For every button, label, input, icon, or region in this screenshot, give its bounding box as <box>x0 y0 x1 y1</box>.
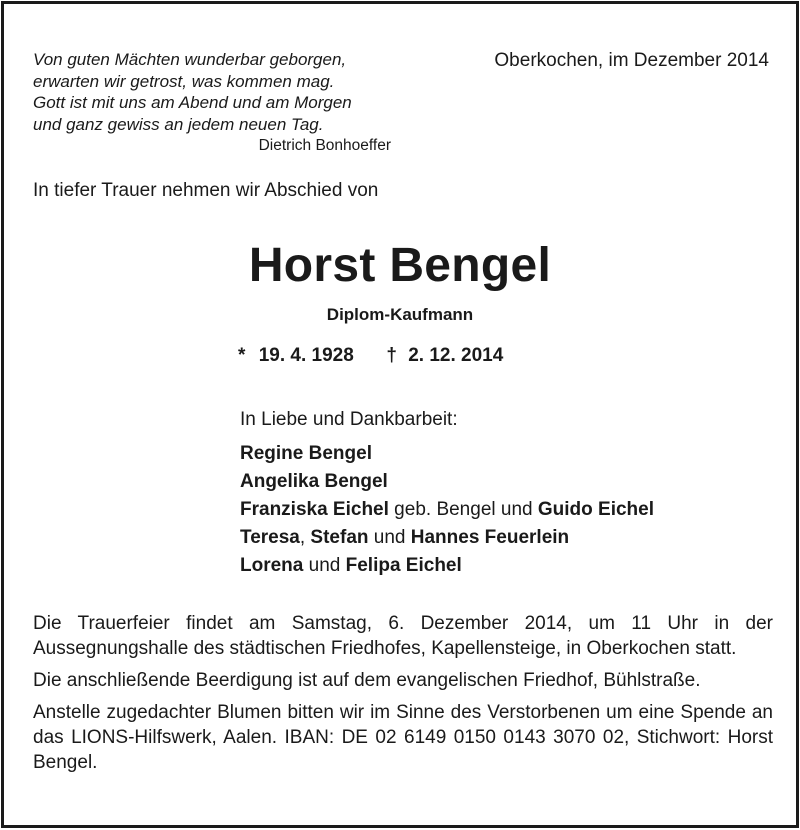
mourner-name: Stefan <box>310 527 369 548</box>
donation-notice: Anstelle zugedachter Blumen bitten wir im Sinne des Verstorbenen um eine Spende an das LIONS-Hilfswerk, Aalen. IBAN: DE 02 6149 0150 0143 3070 02, Stichwort: Horst Bengel. <box>33 702 773 773</box>
mourner-name: Lorena <box>240 555 304 576</box>
burial-notice: Die anschließende Beerdigung ist auf dem evangelischen Friedhof, Bühlstraße. <box>33 670 701 691</box>
mourner-row <box>240 496 654 524</box>
funeral-notices <box>33 611 773 782</box>
deceased-name: Horst Bengel <box>248 239 552 292</box>
birth-date: 19. 4. 1928 <box>258 345 354 366</box>
mourner-row <box>240 552 654 580</box>
mourner-connector: und <box>303 555 346 576</box>
mourner-name: Franziska Eichel <box>240 499 389 520</box>
mourner-row <box>240 440 654 468</box>
birth-symbol: * <box>238 345 246 366</box>
intro-text: In tiefer Trauer nehmen wir Abschied von <box>33 180 379 201</box>
life-dates <box>238 345 503 367</box>
poem-line: erwarten wir getrost, was kommen mag. <box>33 71 335 91</box>
mourner-connector: , <box>299 527 311 548</box>
mourner-row <box>240 468 654 496</box>
poem-quote <box>33 49 393 157</box>
mourners-intro: In Liebe und Dankbarbeit: <box>240 409 458 430</box>
death-date: 2. 12. 2014 <box>408 345 504 366</box>
mourner-connector: geb. Bengel und <box>388 499 538 520</box>
mourner-name: Hannes Feuerlein <box>410 527 570 548</box>
deceased-profession: Diplom-Kaufmann <box>326 305 474 324</box>
poem-author: Dietrich Bonhoeffer <box>258 137 391 154</box>
obituary-notice <box>1 1 799 828</box>
place-date: Oberkochen, im Dezember 2014 <box>494 50 769 71</box>
poem-line: und ganz gewiss an jedem neuen Tag. <box>33 114 324 134</box>
funeral-service-notice: Die Trauerfeier findet am Samstag, 6. Dezember 2014, um 11 Uhr in der Aussegnungshalle des städtischen Friedhofes, Kapellensteige, in Oberkochen statt. <box>33 613 773 659</box>
mourner-connector: und <box>368 527 411 548</box>
mourner-name: Regine Bengel <box>240 443 372 464</box>
poem-line: Von guten Mächten wunderbar geborgen, <box>33 50 347 69</box>
mourners-list <box>240 440 654 580</box>
mourner-name: Guido Eichel <box>537 499 654 520</box>
mourner-name: Teresa <box>240 527 300 548</box>
mourner-row <box>240 524 654 552</box>
death-cross-icon: † <box>386 345 397 366</box>
poem-line: Gott ist mit uns am Abend und am Morgen <box>33 93 352 112</box>
mourner-name: Felipa Eichel <box>345 555 462 576</box>
mourner-name: Angelika Bengel <box>240 471 388 492</box>
